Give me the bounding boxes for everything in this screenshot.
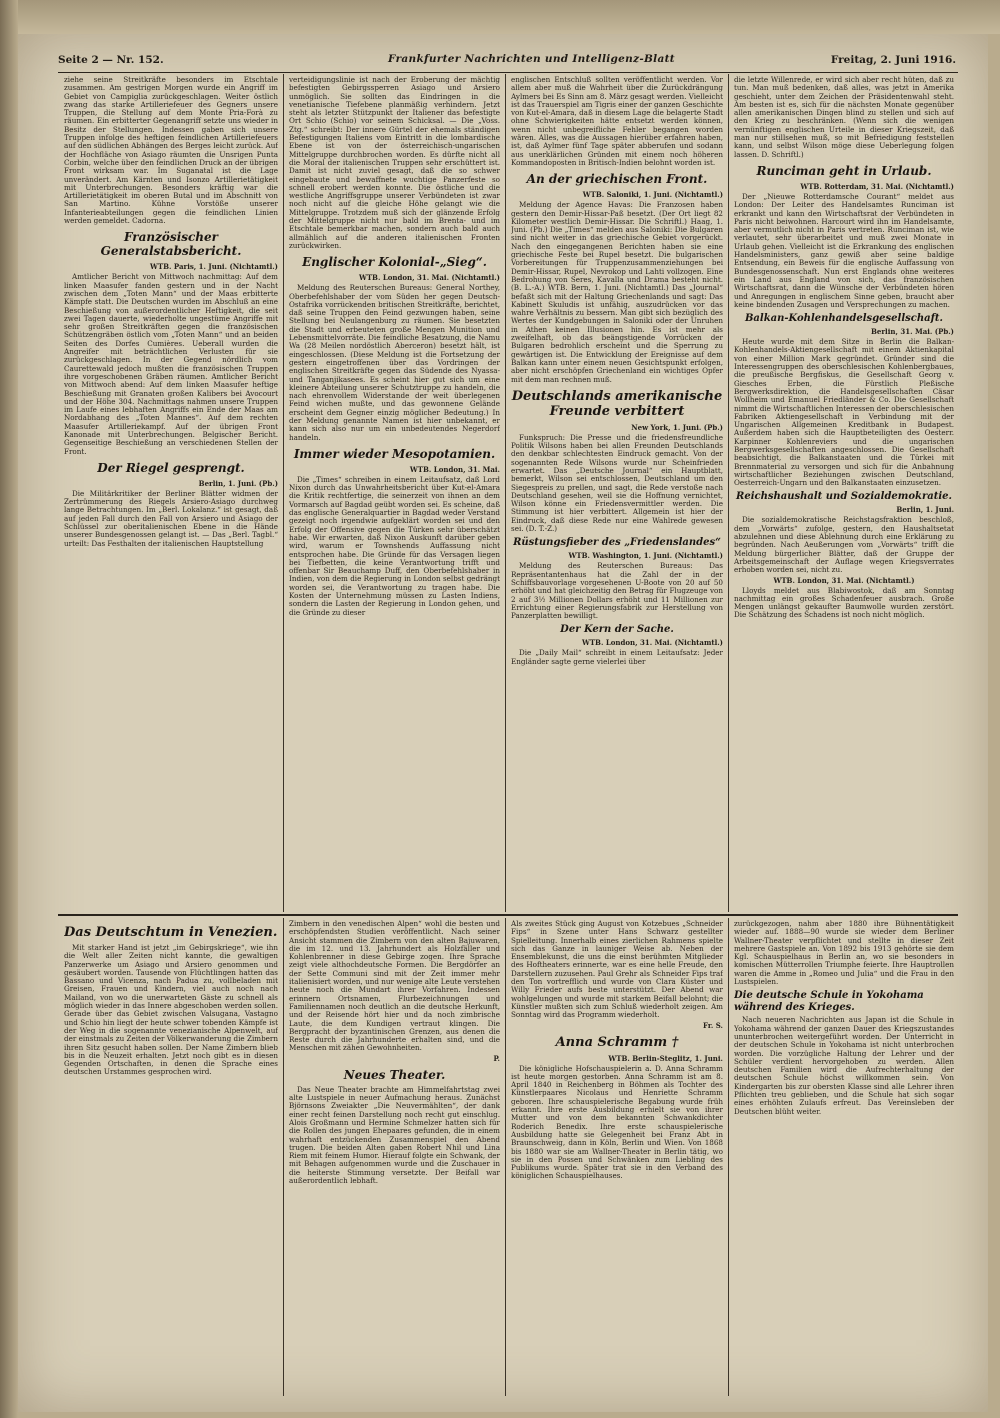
feuilleton-column-4 (734, 920, 954, 1396)
issue-date: Freitag, 2. Juni 1916. (830, 54, 956, 66)
article-runciman: Der „Nieuwe Rotterdamsche Courant“ meldet aus London: Der Leiter des Handelsamtes Runciman ist erkrankt und kann den Wirtschaftsrat der Verbündeten in Paris nicht beiwohnen. Harcourt wird ihn im Handelsamte, aber vermutlich nicht in Paris vertreten. Runciman ist, wie verlautet, sehr überarbeitet und muß zwei Monate in Urlaub gehen. Vielleicht ist die Erkrankung des englischen Handelsministers, ganz gewiß aber seine baldige Entsendung, ein Beweis für die englische Auffassung von Bundesgenossenschaft. Nun erst Englands ohne weiteres ein Land aus England von sich, das französischen Wirtschaftsrat, dann die Wünsche der Verbündeten hören und Anregungen in englischem Sinne geben, braucht aber keine bindenden Zusagen und Versprechungen zu machen. (734, 191, 954, 309)
feuilleton-column-3 (511, 920, 723, 1396)
headline-amerikanische-freunde: Deutschlands amerikanische Freunde verbittert (511, 388, 723, 419)
dateline: WTB. Rotterdam, 31. Mai. (Nichtamtl.) (800, 181, 954, 191)
column-4 (734, 76, 954, 912)
headline-kolonial-sieg: Englischer Kolonial-„Sieg“. (302, 255, 487, 270)
headline-riegel-gesprengt: Der Riegel gesprengt. (97, 460, 245, 475)
headline-balkan-kohlen: Balkan-Kohlenhandelsgesellschaft. (744, 313, 944, 325)
author-signature: Fr. S. (702, 1020, 723, 1030)
section-divider (58, 914, 958, 916)
article-griechische-front: Meldung der Agence Havas: Die Franzosen haben gestern den Demir-Hissar-Paß besetzt. (Der Ort liegt 82 Kilometer westlich Demir-Hissar. Die Schriftl.) Haag, 1. Juni. (Pb.) Die „Times“ melden aus Saloniki: Die Bulgaren sind nicht weiter in das griechische Gebiet vorgerückt. Nach den eingegangenen Berichten haben sie eine griechische Feste bei Rupel besetzt. Die bulgarischen Vorbereitungen für Truppenzusammenziehungen bei Demir-Hissar, Rupel, Nevrokop und Lahti vollzogen. Eine Bedrohung von Seres, Kavalla und Drama besteht nicht. (B. L.-A.) WTB. Bern, 1. Juni. (Nichtamtl.) Das „Journal“ befaßt sich mit der Haltung Griechenlands und sagt: Das Kabinett Skuludis ist unfähig, auszudrücken vor das wahre Verhältnis zu bessern. Man gibt sich bezüglich des Wertes der Kundgebungen in Saloniki oder der Unruhen in Athen keinen Illusionen hin. Es ist mehr als zweifelhaft, ob das beängstigende Vorrücken der Bulgaren bedrohlich erscheint und die Sperrung zu gewärtigen ist. Die Entwicklung der Ereignisse auf dem Balkan kann unter einem neuen Gesichtspunkt erfolgen, aber nicht erschöpfen Griechenland ein wichtiges Opfer mit dem man rechnen muß. (511, 200, 723, 384)
headline-anna-schramm: Anna Schramm † (555, 1034, 679, 1050)
dateline: WTB. London, 31. Mai. (Nichtamtl.) (581, 638, 723, 648)
feuilleton-column-2 (289, 920, 500, 1396)
column-rule (505, 918, 506, 1396)
article-riegel-gesprengt: Die Militärkritiker der Berliner Blätter widmen der Zertrümmerung des Riegels Arsiero-Asiago durchweg lange Betrachtungen. Im „Berl. Lokalanz.“ ist gesagt, daß auf jeden Fall durch den Fall von Arsiero und Asiago der Schlüssel zur oberitalienischen Ebene in die Hände unserer Bundesgenossen gelangt ist. — Das „Berl. Tagbl.“ urteilt: Das Festhalten der italienischen Hauptstellung (64, 488, 278, 548)
feuilleton-column-1 (64, 920, 278, 1396)
masthead (58, 50, 958, 73)
article-anna-schramm: Die königliche Hofschauspielerin a. D. Anna Schramm ist heute morgen gestorben. Anna Schramm ist am 8. April 1840 in Reichenberg in Böhmen als Tochter des Künstlerpaares Nicolaus und Henriette Schramm geboren. Ihre schauspielerische Begabung wurde früh erkannt. Ihre erste Ausbildung erhielt sie von ihrer Mutter und von dem bekannten Schwankdichter Roderich Benedix. Ihre erste schauspielerische Ausbildung hatte sie Gelegenheit bei Franz Abt in Braunschweig, dann in Köln, Berlin und Wien. Von 1868 bis 1880 war sie am Wallner-Theater in Berlin tätig, wo sie in den Possen und Schwänken zum Liebling des Publikums wurde. Später trat sie in den Verband des königlichen Schauspielhauses. (511, 1063, 723, 1181)
headline-griechische-front: An der griechischen Front. (526, 172, 708, 187)
article-kolonial-sieg: Meldung des Reuterschen Bureaus: General Northey, Oberbefehlshaber der vom Süden her gegen Deutsch-Ostafrika vorrückenden britischen Streitkräfte, berichtet, daß seine Truppen den Feind gezwungen haben, seine Stellung bei Neulangenburg zu räumen. Sie besetzten die Stadt und erbeuteten große Mengen Munition und Lebensmittelvorräte. Die feindliche Besatzung, die Namu Wa (28 Meilen nordöstlich Aberceron) besetzt hält, ist eingeschlossen. (Diese Meldung ist die Fortsetzung der gestern eingetroffenen über das Vordringen der englischen Streitkräfte gegen das Südende des Nyassa- und Tanganjikasees. Es scheint hier gut sich um eine kleinere Abteilung unserer Schutztruppe zu handeln, die nach ehrenvollem Widerstande der weit überlegenen Feind wichen mußte, und das gewonnene Gelände erscheint dem Gegner einzig möglicher Bedeutung.) In der Meldung genannte Namen ist hier unbekannt, er kann sich also nur um ein unbedeutendes Negerdorf handeln. (289, 283, 500, 442)
dateline: New York, 1. Juni. (Pb.) (631, 422, 723, 432)
article-venezien-continued: Zimbern in den venedischen Alpen“ wohl die besten und erschöpfendsten Studien veröffentlicht. Nach seiner Ansicht stammen die Zimbern von den alten Bajuwaren, die im 12. und 13. Jahrhundert als Holzfäller und Kohlenbrenner in diese Gebirge zogen. Ihre Sprache zeigt viele althochdeutsche Formen. Die Bergdörfer an der Sette Communi sind mit der Zeit immer mehr italienisiert worden, und nur wenige alte Leute verstehen heute noch die Mundart ihrer Vorfahren. Indessen erinnern Ortsnamen, Flurbezeichnungen und Familiennamen noch deutlich an die deutsche Herkunft, und der Reisende hört hier und da noch zimbrische Laute, die dem Kundigen vertraut klingen. Die Bergpracht der byzantinischen Grenzen, aus denen die Reste durch die Jahrhunderte erhalten sind, und die Menschen mit zähen Gewohnheiten. (289, 920, 500, 1053)
article-lloyds: Lloyds meldet aus Blabiwostok, daß am Sonntag nachmittag ein großes Schadenfeuer ausbrach. Große Mengen unlängst gekaufter Baumwolle wurden zerstört. Die Schätzung des Schadens ist noch nicht möglich. (734, 585, 954, 620)
article-amerikanische-freunde: Funkspruch: Die Presse und die friedensfreundliche Politik Wilsons haben bei allen Freunden Deutschlands den denkbar schlechtesten Eindruck gemacht. Von der sogenannten Rede Wilsons wurde nur Scheinfrieden erwartet. Das „Deutsche Journal“ ein Hauptblatt, bemerkt, Wilson sei entschlossen, Deutschland um den Siegespreis zu prellen, und sagt, die Rede verstoße nach Deutschland gesehen, weil sie die Hoffnung vernichtet, Wilson könne ein Friedensvermittler werden. Die Stimmung ist hier verbittert. Allgemein ist hier der Eindruck, daß diese Rede nur eine Wahlrede gewesen sei. (D. T.-Z.) (511, 432, 723, 534)
headline-ruestungsfieber: Rüstungsfieber des „Friedenslandes“ (513, 537, 721, 549)
article-mesopotamien-continued: englischen Entschluß sollten veröffentlicht werden. Vor allem aber muß die Wahrheit über die Zurückdrängung Aylmers bei Es Sinn am 8. März gesagt werden. Vielleicht ist das Trauerspiel am Tigris einer der ganzen Geschichte von Kut-el-Amara, daß in diesem Lage die belagerte Stadt ohne Schwierigkeiten hätte entsetzt werden können, wenn nicht unbegreifliche Fehler begangen worden wären. Alles, was die Aussagen hierüber erfahren haben, ist, daß Aylmer fünf Tage später abberufen und sodann aus unerklärlichen Gründen mit einem noch höheren Kommandoposten in Britisch-Indien belohnt worden ist. (511, 76, 723, 167)
column-rule (283, 918, 284, 1396)
headline-runciman: Runciman geht in Urlaub. (756, 163, 932, 178)
column-1 (64, 76, 278, 912)
page-number: Seite 2 — Nr. 152. (58, 54, 164, 66)
headline-deutschtum-venezien: Das Deutschtum in Venezien. (64, 925, 278, 940)
dateline: WTB. Saloniki, 1. Juni. (Nichtamtl.) (582, 190, 723, 200)
dateline: WTB. Berlin-Steglitz, 1. Juni. (608, 1053, 723, 1063)
dateline: WTB. Paris, 1. Juni. (Nichtamtl.) (150, 262, 278, 272)
dateline: WTB. London, 31. Mai. (409, 464, 500, 474)
article-balkan-kohlen: Heute wurde mit dem Sitze in Berlin die Balkan-Kohlenhandels-Aktiengesellschaft mit einem Aktienkapital von einer Million Mark gegründet. Gründer sind die Interessengruppen des oberschlesischen Kohlenbergbaues, die preußische Bergfiskus, die Gesellschaft Georg v. Giesches Erben, die Fürstlich Pleßische Bergwerksdirektion, die Handelsgesellschaften Cäsar Wollheim und Emanuel Friedländer & Co. Die Gesellschaft nimmt die Wirtschaftlichen Interessen der oberschlesischen Fabriken Aktiengesellschaft in Verbindung mit der Ungarischen Allgemeinen Kreditbank in Budapest. Außerdem haben sich die Hauptbeteiligten des Oesterr. Karpinner Kohlenreviers und die ungarischen Bergwerksgesellschaften angeschlossen. Die Gesellschaft beabsichtigt, die Balkanstaaten und die Türkei mit Brennmaterial zu versorgen und sich für die Anbahnung wirtschaftlicher Beziehungen zwischen Deutschland, Oesterreich-Ungarn und den Balkanstaaten einzusetzen. (734, 337, 954, 488)
author-signature: P. (493, 1053, 500, 1063)
page-top-shadow (0, 0, 1000, 34)
article-schramm-continued: zurückgezogen, nahm aber 1880 ihre Bühnentätigkeit wieder auf. 1888—90 wurde sie wieder dem Berliner Wallner-Theater verpflichtet und stellte in dieser Zeit mehrere Gastspiele an. Von 1892 bis 1913 gehörte sie dem Kgl. Schauspielhaus in Berlin an, wo sie besonders in komischen Mütterrollen Triumphe feierte. Ihre Hauptrollen waren die Amme in „Romeo und Julia“ und die Frau in den Lustspielen. (734, 920, 954, 987)
article-kern-der-sache: Die „Daily Mail“ schreibt in einem Leitaufsatz: Jeder Engländer sagte gerne vielerlei über (511, 648, 723, 666)
article-italien-continued: ziehe seine Streitkräfte besonders im Etschtale zusammen. Am gestrigen Morgen wurde ein Angriff im Gebiet von Campiglia zurückgeschlagen. Weiter östlich zwang das starke Artilleriefeuer des Gegners unsere Truppen, die Stellung auf dem Monte Pria-Forà zu räumen. Ein erbitterter Gegenangriff setzte uns wieder in Besitz der Stellungen. Indessen gaben sich unsere Truppen infolge des heftigen feindlichen Artilleriefeuers auf den südlichen Abhängen des Berges leicht zurück. Auf der Hochfläche von Asiago räumten die Unsrigen Punta Corbin, welche über den feindlichen Druck an der übrigen Front wirksam war. Im Suganatal ist die Lage unverändert. Am Kärnten und Isonzo Artillerietätigkeit mit Unterbrechungen. Besonders kräftig war die Artillerietätigkeit im oberen Butal und im Abschnitt von San Martino. Kühne Vorstöße unserer Infanterieabteilungen gegen die feindlichen Linien werden gemeldet. Cadorna. (64, 76, 278, 226)
page-fold-shadow (0, 0, 18, 1418)
article-reichshaushalt: Die sozialdemokratische Reichstagsfraktion beschloß, dem „Vorwärts“ zufolge, gestern, den Haushaltsetat abzulehnen und diese Ablehnung durch eine Erklärung zu begründen. Nach Aeußerungen vom „Vorwärts“ trifft die Meldung bürgerlicher Blätter, daß der Gruppe der Arbeitsgemeinschaft der Auflage wegen Kriegsverrates erhoben worden sei, nicht zu. (734, 515, 954, 575)
newspaper-title: Frankfurter Nachrichten und Intelligenz-Blatt (388, 53, 675, 65)
dateline: Berlin, 1. Juni. (896, 505, 954, 515)
article-theater-continued: Als zweites Stück ging August von Kotzebues „Schneider Fips“ in Szene unter Hans Schwarz gestellter Spielleitung. Innerhalb eines zierlichen Rahmens spielte sich das Ganze in launiger Weise ab. Neben der Ensemblekunst, die uns die einst berühmten Mitglieder des Hoftheaters erinnerte, war es eine helle Freude, den Darstellern zuzusehen. Paul Grehr als Schneider Fips traf den Ton vortrefflich und wurde von Clara Küster und Willy Frieder aufs beste unterstützt. Der Abend war wohlgelungen und wurde mit starkem Beifall belohnt; die Künstler mußten sich zum Schluß wiederholt zeigen. Am Sonntag wird das Programm wiederholt. (511, 920, 723, 1020)
headline-neues-theater: Neues Theater. (343, 1067, 446, 1082)
column-rule (505, 74, 506, 912)
article-schule-yokohama: Nach neueren Nachrichten aus Japan ist die Schule in Yokohama während der ganzen Dauer des Kriegszustandes ununterbrochen weitergeführt worden. Der Unterricht in der deutschen Schule in Yokohama ist nicht unterbrochen worden. Die vorzügliche Haltung der Lehrer und der Schüler verdient hervorgehoben zu werden. Allen deutschen Familien wird die Aufrechterhaltung der deutschen Schule höchst willkommen sein. Von Kindergarten bis zur obersten Klasse sind alle Lehrer ihren Pflichten treu geblieben, und die Schule hat sich sogar eines erhöhten Zulaufs erfreut. Das Vereinsleben der Deutschen blüht weiter. (734, 1015, 954, 1116)
headline-mesopotamien: Immer wieder Mesopotamien. (293, 446, 496, 461)
dateline: Berlin, 1. Juni. (Pb.) (198, 478, 278, 488)
article-neues-theater: Das Neue Theater brachte am Himmelfahrtstag zwei alte Lustspiele in neuer Aufmachung heraus. Zunächst Björnsons Zweiakter „Die Neuvermählten“, der dank einer recht feinen Darstellung noch recht gut einschlug. Alois Großmann und Hermine Schmelzer hatten sich für die Rollen des jungen Ehepaares gefunden, die in einem wahrhaft entzückenden Zusammenspiel den Abend trugen. Die beiden Alten gaben Robert Nhil und Lina Riem mit feinem Humor. Hierauf folgte ein Schwank, der mit Behagen aufgenommen wurde und die Zuschauer in die heiterste Stimmung versetzte. Der Beifall war außerordentlich lebhaft. (289, 1084, 500, 1186)
headline-reichshaushalt: Reichshaushalt und Sozialdemokratie. (736, 491, 952, 503)
column-rule (728, 918, 729, 1396)
article-deutschtum-venezien: Mit starker Hand ist jetzt „im Gebirgskriege“, wie ihn die Welt aller Zeiten nicht kannte, die gewaltigen Panzerwerke um Asiago und Arsiero genommen und gesäubert worden. Tausende von Flüchtlingen hatten das Bassano und Vicenza, nach Padua zu, vollbeladen mit Greisen, Frauen und Kindern, viel auch noch nach Mailand, von wo die unerwarteten Gäste zu schnell als möglich wieder in das Innere abgeschoben werden sollen. Gerade über das Gebiet zwischen Valsugana, Vastagno und Schio hin liegt der heute schwer tobenden Kämpfe ist der Weg in die sogenannte venezianische Alpenwelt, auf der einstmals zu Zeiten der Völkerwanderung die Zimbern ihren Sitz gesucht haben sollen. Der Name Zimbern blieb bis in die Neuzeit erhalten. Jetzt noch gibt es in diesen Gegenden Ortschaften, in denen die Sprache eines deutschen Urstammes gesprochen wird. (64, 943, 278, 1077)
dateline: WTB. London, 31. Mai. (Nichtamtl.) (773, 575, 915, 585)
column-3 (511, 76, 723, 912)
dateline: WTB. Washington, 1. Juni. (Nichtamtl.) (568, 551, 723, 561)
article-ruestungsfieber: Meldung des Reuterschen Bureaus: Das Repräsentantenhaus hat die Zahl der in der Schiffsbauvorlage vorgesehenen U-Boote von 20 auf 50 erhöht und hat gleichzeitig den Betrag für Flugzeuge von 2 auf 3½ Millionen Dollars erhöht und 11 Millionen zur Errichtung einer Regierungsfabrik zur Herstellung von Panzerplatten bewilligt. (511, 561, 723, 621)
headline-schule-yokohama: Die deutsche Schule in Yokohama während des Krieges. (734, 990, 924, 1014)
headline-kern-der-sache: Der Kern der Sache. (560, 624, 674, 636)
column-2 (289, 76, 500, 912)
column-rule (283, 74, 284, 912)
article-franzoesischer-bericht: Amtlicher Bericht von Mittwoch nachmittag: Auf dem linken Maasufer fanden gestern und in der Nacht zwischen dem „Toten Mann“ und der Maas erbitterte Kämpfe statt. Die Deutschen wurden im Abschluß an eine Beschießung von außerordentlicher Heftigkeit, die seit zwei Tagen dauerte, wiederholte ungestüme Angriffe mit sehr großen Streitkräften gegen die französischen Schützengräben östlich vom „Toten Mann“ und an beiden Seiten des Dorfes Cumières. Ueberall wurden die Angreifer mit beträchtlichen Verlusten für sie zurückgeschlagen. In der Gegend nördlich vom Caurettewald jedoch mußten die französischen Truppen ihre vorgeschobenen Gräben räumen. Amtlicher Bericht von Mittwoch abend: Auf dem linken Maasufer heftige Beschießung mit Granaten großen Kalibers bei Avocourt und der Höhe 304. Nachmittags nahmen unsere Truppen im Laufe eines lebhaften Angriffs ein Ende der Maas am Nordabhang des „Toten Mannes“. Auf dem rechten Maasufer Artilleriekampf. Auf der übrigen Front Kanonade mit Unterbrechungen. Belgischer Bericht. Gegenseitige Beschießung an verschiedenen Stellen der Front. (64, 272, 278, 456)
article-mesopotamien: Die „Times“ schreiben in einem Leitaufsatz, daß Lord Nixon durch das Unwahrheitsbericht über Kut-el-Amara die Kritik rechtfertige, die seinerzeit von ihnen an dem Vormarsch auf Bagdad geübt worden sei. Es scheine, daß das englische Generalquartier in Bagdad weder Verstand gezeigt noch irgendwie aufgeklärt worden sei und den Erfolg der Offensive gegen die Türken sehr überschätzt habe. Wir erwarten, daß Nixon Auskunft darüber geben wird, warum er Townshends Auffassung nicht entsprochen habe. Die Gründe für das Versagen liegen bei Tiefbetten, die keine Verantwortung trifft und offenbar Sir Beauchamp Duff, den Oberbefehlshaber in Indien, von dem die Regierung in London selbst gedrängt worden sei, die Verantwortung zu tragen habe. Die Kosten der Unternehmung müssen zu Lasten Indiens, sondern die Lasten der Regierung in London gehen, und die Gründe zu dieser (289, 474, 500, 617)
column-rule (728, 74, 729, 912)
article-kern-continued: die letzte Willenrede, er wird sich aber recht hüten, daß zu tun. Man muß bedenken, daß alles, was jetzt in Amerika geschieht, unter dem Zeichen der Präsidentenwahl steht. Am besten ist es, sich für die nächsten Monate gegenüber allen amerikanischen Dingen blind zu stellen und sich auf den Krieg zu beschränken. (Wenn sich die wenigen vernünftigen englischen Urteile in dieser Kriegszeit, daß man nur stillsehen muß, so mit Befriedigung feststellen kann, und selbst Wilson möge diese Ueberlegung folgen lassen. D. Schriftl.) (734, 76, 954, 159)
headline-franzoesischer-bericht: Französischer Generalstabsbericht. (100, 230, 242, 259)
article-riegel-continued: verteidigungslinie ist nach der Eroberung der mächtig befestigten Gebirgssperren Asiago und Arsiero unmöglich. Sie sollten das Eindringen in die venetianische Tiefebene planmäßig verhindern. Jetzt steht als letzter Stützpunkt der Italiener das befestigte Ort Schio (Schio) vor seinem Schicksal. — Die „Voss. Ztg.“ schreibt: Der innere Gürtel der ehemals ständigen Befestigungen Italiens vom Eintritt in die lombardische Ebene ist von der österreichisch-ungarischen Mittelgruppe durchbrochen worden. Es dürfte nicht all die Moral der italienischen Truppen sehr erschüttert ist. Damit ist nicht zuviel gesagt, daß die so schwer eingebaute und bewaffnete wuchtige Panzerfeste so schnell erobert werden konnte. Die östliche und die westliche Angriffsgruppe unserer Verbündeten ist zwar noch nicht auf die gleiche Höhe gelangt wie die Mittelgruppe. Trotzdem muß sich der glänzende Erfolg der Mittelgruppe nicht nur bald im Brenta- und im Etschtale bemerkbar machen, sondern auch bald auch allmählich auf die anderen italienischen Fronten zurückwirken. (289, 76, 500, 250)
dateline: WTB. London, 31. Mai. (Nichtamtl.) (358, 273, 500, 283)
dateline: Berlin, 31. Mai. (Pb.) (871, 327, 954, 337)
